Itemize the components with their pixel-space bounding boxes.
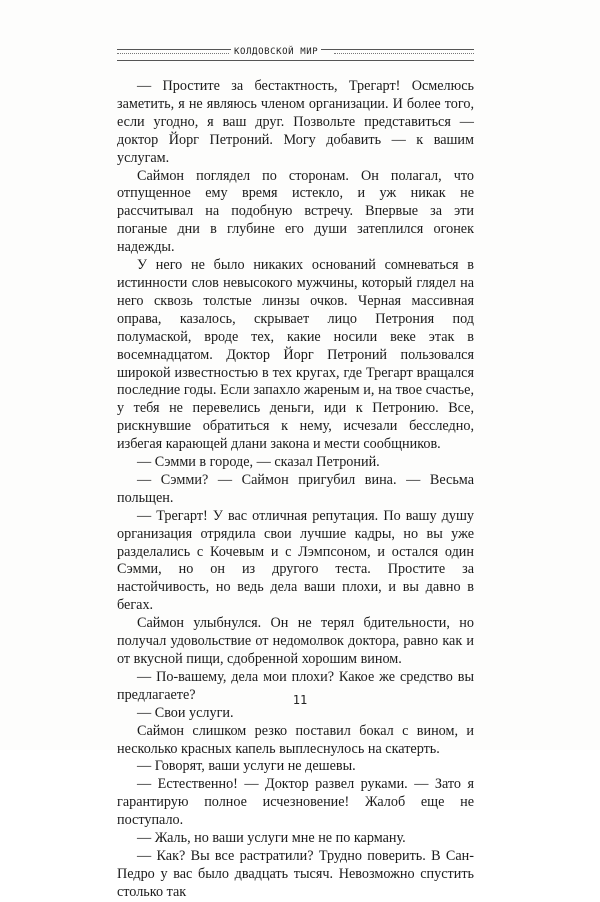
paragraph: Саймон поглядел по сторонам. Он полагал, что отпущенное ему время истекло, и уж никак не рассчитывал на подобную встречу. Впервые за эти поганые дни в глубине его души затеплился огонек надежды. bbox=[117, 167, 474, 256]
paragraph: — По-вашему, дела мои плохи? Какое же средство вы предлагаете? bbox=[117, 668, 474, 703]
paragraph: — Сэмми? — Саймон пригубил вина. — Весьма польщен. bbox=[117, 471, 474, 506]
paragraph: — Говорят, ваши услуги не дешевы. bbox=[137, 758, 356, 775]
page-header bbox=[117, 44, 474, 64]
paragraph: — Свои услуги. bbox=[137, 704, 234, 721]
paragraph: — Сэмми в городе, — сказал Петроний. bbox=[137, 454, 380, 471]
paragraph: — Естественно! — Доктор развел руками. — Зато я гарантирую полное исчезновение! Жалоб еще не поступало. bbox=[117, 776, 474, 829]
paragraph: — Жаль, но ваши услуги мне не по карману. bbox=[137, 830, 406, 847]
paragraph: Саймон слишком резко поставил бокал с вином, и несколько красных капель выплеснулось на скатерть. bbox=[117, 722, 474, 757]
body-text bbox=[117, 78, 474, 902]
header-dotted-rule-left bbox=[117, 53, 229, 54]
header-rule-bottom bbox=[117, 60, 474, 61]
paragraph: У него не было никаких оснований сомневаться в истинности слов невысокого мужчины, который глядел на него сквозь толстые линзы очков. Черная массивная оправа, казалось, скрывает лицо Петрония под полумаской, вроде тех, какие носили веке этак в восемнадцатом. Доктор Йорг Петроний пользовался широкой известностью в тех кругах, где Трегарт вращался последние годы. Если запахло жареным и, на твое счастье, у тебя не перевелись деньги, иди к Петронию. Все, рискнувшие обратиться к нему, исчезали бесследно, избегая карающей длани закона и мести сообщников. bbox=[117, 257, 474, 453]
paragraph: — Трегарт! У вас отличная репутация. По вашу душу организация отрядила свои лучшие кадры, но вы уже разделались с Кочевым и с Лэмпсоном, и остался один Сэмми, но он из другого теста. Простите за настойчивость, но ведь дела ваши плохи, и вы давно в бегах. bbox=[117, 507, 474, 614]
page-number: 11 bbox=[292, 693, 308, 707]
paragraph: Саймон улыбнулся. Он не терял бдительности, но получал удовольствие от недомолвок доктора, равно как и от вкусной пищи, сдобренной хорошим вином. bbox=[117, 615, 474, 667]
paragraph: — Как? Вы все растратили? Трудно поверить. В Сан-Педро у вас было двадцать тысяч. Невозможно спустить столько так bbox=[117, 847, 474, 900]
paragraph: — Простите за бестактность, Трегарт! Осмелюсь заметить, я не являюсь членом организации. И более того, если угодно, я ваш друг. Позвольте представиться — доктор Йорг Петроний. Могу добавить — к вашим услугам. bbox=[117, 78, 474, 166]
header-dotted-rule-right bbox=[334, 53, 474, 54]
running-head: КОЛДОВСКОЙ МИР bbox=[231, 47, 321, 57]
